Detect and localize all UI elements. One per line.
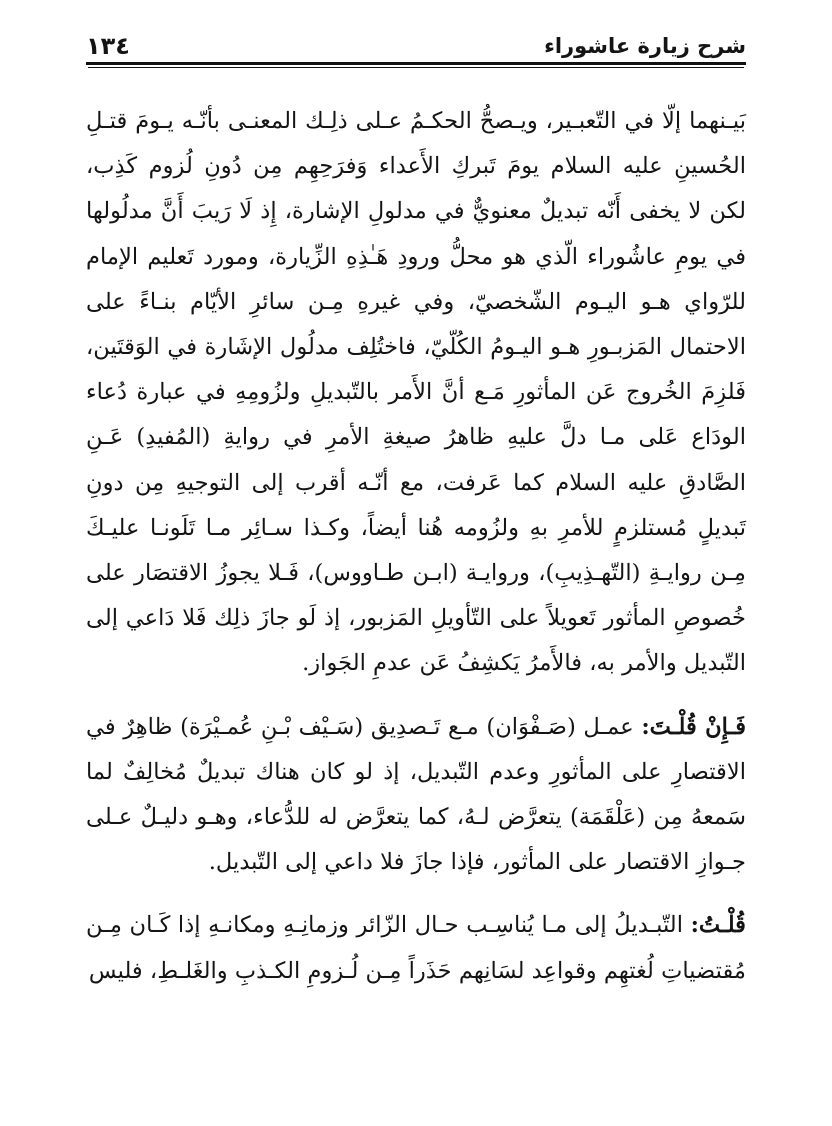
paragraph [86,99,746,687]
paragraph-text: التّبـديلُ إلى مـا يُناسِـب حـال الزّائر وزمانِـهِ ومكانـهِ إذا كَـان مِـن مُقتضياتِ لُغتهِم وقواعِد لسَانِهم حَذَراً مِـن لُـزومِ الكـذبِ والغَلـطِ، فليس [86,912,746,984]
paragraph-text: عمـل (صَـفْوَان) مـع تَـصدِيق (سَـيْف بْـنِ عُمـيْرَة) ظاهِرٌ في الاقتصارِ على المأثورِ وعدم التّبديل، إذ لو كان هناك تبديلٌ مُخالِفٌ لما سَمعهُ مِن (عَلْقَمَة) يتعرَّض لـهُ، كما يتعرَّض له للدُّعاء، وهـو دليـلٌ عـلى جـوازِ الاقتصار على المأثور، فإذا جازَ فلا داعي إلى التّبديل. [86,713,746,876]
body-text [86,99,746,994]
paragraph-lead: قُلْـتُ: [690,912,746,939]
running-title: شرح زيارة عاشوراء [544,34,746,58]
paragraph [86,705,746,886]
page-header [86,28,746,65]
paragraph-lead: فَـإِنْ قُلْـتَ: [641,713,746,740]
paragraph-text: بَيـنهما إلّا في التّعبـير، ويـصحُّ الحكـمُ عـلى ذلِـك المعنـى بأنّـه يـومَ قتـلِ الحُسينِ عليه السلام يومَ تَبركِ الأَعداء وَفرَحِهِم مِن دُونِ لُزوم كَذِب، لكن لا يخفى أَنّه تبديلٌ معنويٌّ في مدلولِ الإشارة، إِذ لَا رَيبَ أَنَّ مدلُولها في يومِ عاشُوراء الّذي هو محلُّ ورودِ هَـٰذِهِ الزِّيارة، ومورد تَعليم الإمام للرّواي هـو اليـوم الشّخصيّ، وفي غيرهِ مِـن سائرِ الأيّام بنـاءً على الاحتمال المَزبـورِ هـو اليـومُ الكُلّيّ، فاختُلِف مدلُول الإشَارة في الوَقتَين، فَلزِمَ الخُروج عَن المأثورِ مَـع أنَّ الأَمر بالتّبديلِ ولزُومِهِ في عبارة دُعاء الودَاع عَلى مـا دلَّ عليهِ ظاهرُ صيغةِ الأمرِ في روايةِ (المُفيدِ) عَـنِ الصَّادقِ عليه السلام كما عَرفت، مع أنّـه أقرب إلى التوجيهِ مِن دونِ تَبديلٍ مُستلزمٍ للأمرِ بهِ ولزُومه هُنا أيضاً، وكـذا سـائِر مـا تَلَونـا عليـكَ مِـن روايـةِ (التّهـذِيبِ)، وروايـة (ابـن طـاووس)، فَـلا يجوزُ الاقتصَار على خُصوصِ المأثور تَعويلاً على التّأويلِ المَزبور، إذ لَو جازَ ذلِك فَلا دَاعي إلى التّبديل والأمر به، فالأَمرُ يَكشِفُ عَن عدمِ الجَواز. [86,108,746,677]
paragraph [86,903,746,993]
page-number: ١٣٤ [86,32,130,60]
